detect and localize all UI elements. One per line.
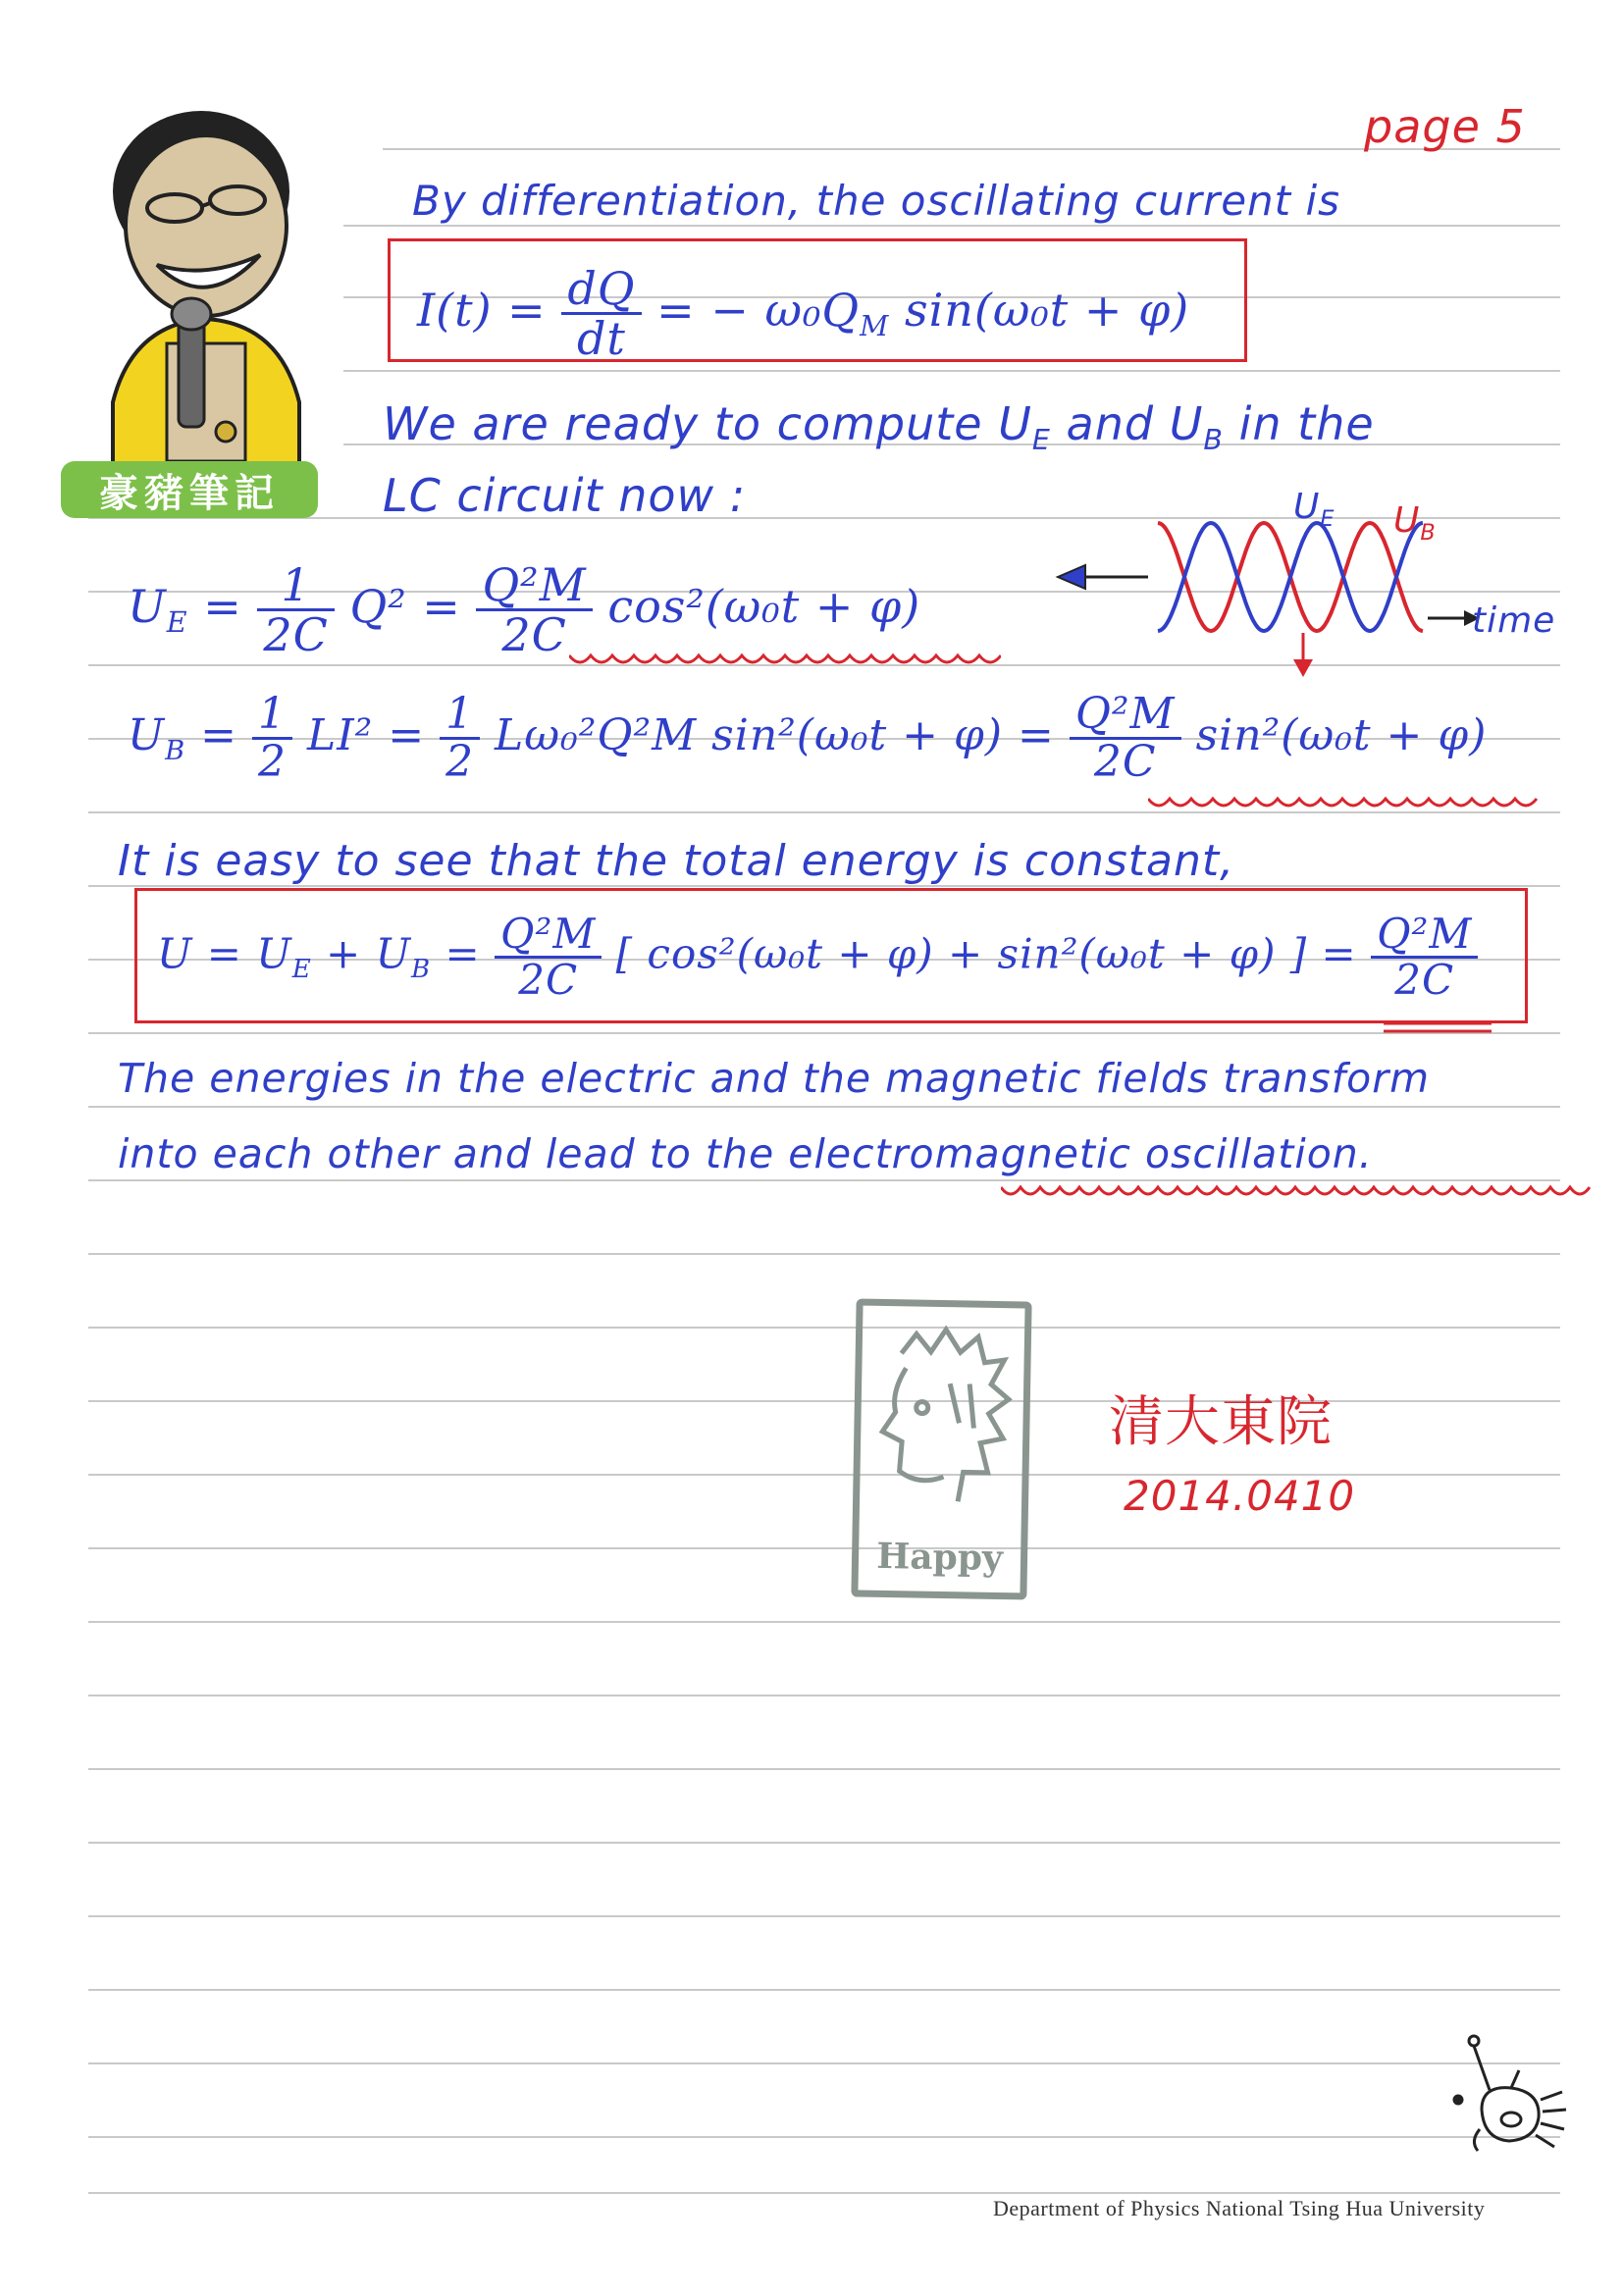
- ue-tail: cos²(ω₀t + φ): [592, 579, 921, 633]
- total-frac1-num: Q²M: [495, 913, 602, 959]
- ready-line-2: LC circuit now :: [383, 469, 747, 522]
- total-energy-equation: [157, 910, 1478, 1005]
- current-equation: [417, 262, 1190, 366]
- conclusion-highlight: electromagnetic oscillation.: [788, 1130, 1373, 1177]
- ue-equation: [128, 558, 921, 662]
- ue-fraction-2: [476, 558, 592, 662]
- ready-sub-b: B: [1203, 424, 1224, 457]
- total-plus: + U: [311, 929, 411, 978]
- total-frac1-den: 2C: [518, 956, 579, 1005]
- conclusion-line-1: The energies in the electric and the magnetic fields transform: [118, 1055, 1431, 1102]
- current-lhs: I(t) =: [417, 283, 562, 337]
- ub-frac1-den: 2: [257, 737, 287, 788]
- page-label: page 5: [1364, 100, 1526, 153]
- graph-ue-u: U: [1293, 487, 1321, 527]
- current-fraction: [561, 262, 641, 366]
- mascot-illustration: [59, 78, 343, 471]
- graph-ue-sub: E: [1320, 506, 1335, 533]
- total-fraction-2: [1371, 910, 1478, 1005]
- ready-sub-e: E: [1031, 424, 1051, 457]
- total-sub-e: E: [291, 954, 312, 984]
- ub-lhs-sub: B: [165, 735, 186, 766]
- total-fraction-1: [495, 910, 602, 1005]
- graph-ub-label: [1393, 500, 1437, 546]
- ue-frac2-num: Q²M: [476, 561, 592, 611]
- total-frac2-den: 2C: [1394, 956, 1455, 1005]
- current-subscript: M: [860, 309, 890, 342]
- ub-mid-1: LI² =: [291, 710, 441, 761]
- ue-lhs: U: [128, 579, 167, 633]
- ue-fraction-1: [257, 558, 334, 662]
- total-equals: =: [431, 929, 496, 978]
- ub-lhs: U: [128, 710, 166, 761]
- intro-line: By differentiation, the oscillating current is: [412, 177, 1341, 225]
- ue-underline-squiggle: [569, 650, 1001, 671]
- constant-line: It is easy to see that the total energy is constant,: [118, 836, 1235, 886]
- total-frac2-num: Q²M: [1371, 913, 1478, 959]
- total-double-underline: [1384, 1020, 1492, 1034]
- conclusion-underline-squiggle: [1001, 1181, 1599, 1203]
- department-footer: Department of Physics National Tsing Hua University: [993, 2196, 1486, 2220]
- ub-underline-squiggle: [1148, 793, 1541, 814]
- current-tail: sin(ω₀t + φ): [889, 283, 1190, 337]
- down-arrow-head: [1293, 659, 1313, 677]
- ub-tail: sin²(ω₀t + φ): [1180, 710, 1488, 761]
- ub-fraction-1: [252, 689, 292, 788]
- graph-ue-label: [1293, 487, 1335, 532]
- notes-badge: [61, 461, 318, 518]
- happy-stamp: [851, 1298, 1031, 1599]
- ready-text-a: We are ready to compute U: [383, 397, 1032, 450]
- ub-equation: [128, 689, 1488, 788]
- current-denominator: dt: [576, 312, 626, 366]
- signature-org: 清大東院: [1109, 1390, 1333, 1454]
- total-sub-b: B: [411, 954, 432, 984]
- ub-frac2-num: 1: [440, 692, 480, 740]
- total-lhs: U = U: [157, 929, 292, 978]
- conclusion-text: into each other and lead to the: [118, 1130, 789, 1177]
- graph-time-label: time: [1472, 600, 1556, 641]
- graph-ub-sub: B: [1420, 520, 1437, 547]
- ue-q-term: Q² =: [334, 579, 477, 633]
- ready-text-c: in the: [1223, 397, 1375, 450]
- ub-fraction-3: [1070, 689, 1181, 788]
- ub-frac2-den: 2: [445, 737, 475, 788]
- ue-frac1-den: 2C: [263, 608, 329, 662]
- badge-label: 豪豬筆記: [99, 469, 280, 516]
- lion-face-icon: [860, 1314, 1025, 1533]
- total-bracket: [ cos²(ω₀t + φ) + sin²(ω₀t + φ) ] =: [602, 929, 1372, 978]
- ub-mid-2: Lω₀²Q²M sin²(ω₀t + φ) =: [480, 710, 1070, 761]
- current-rhs: = − ω₀Q: [641, 283, 861, 337]
- graph-ub-u: U: [1393, 500, 1421, 541]
- ue-equals: =: [187, 579, 258, 633]
- ub-frac3-num: Q²M: [1070, 692, 1181, 740]
- ue-frac2-den: 2C: [501, 608, 567, 662]
- ub-equals: =: [185, 710, 252, 761]
- current-numerator: dQ: [561, 265, 641, 315]
- left-arrow-head: [1058, 565, 1085, 589]
- conclusion-line-2: [118, 1130, 1373, 1177]
- ub-fraction-2: [440, 689, 480, 788]
- ue-frac1-num: 1: [257, 561, 334, 611]
- ub-frac3-den: 2C: [1093, 737, 1157, 788]
- ready-line-1: [383, 397, 1375, 456]
- signature-date: 2014.0410: [1124, 1472, 1356, 1520]
- ue-lhs-sub: E: [166, 605, 188, 639]
- ub-frac1-num: 1: [252, 692, 292, 740]
- pig-doodle-icon: [1442, 2031, 1570, 2159]
- stamp-label: Happy: [875, 1535, 1004, 1580]
- ready-text-b: and U: [1050, 397, 1204, 450]
